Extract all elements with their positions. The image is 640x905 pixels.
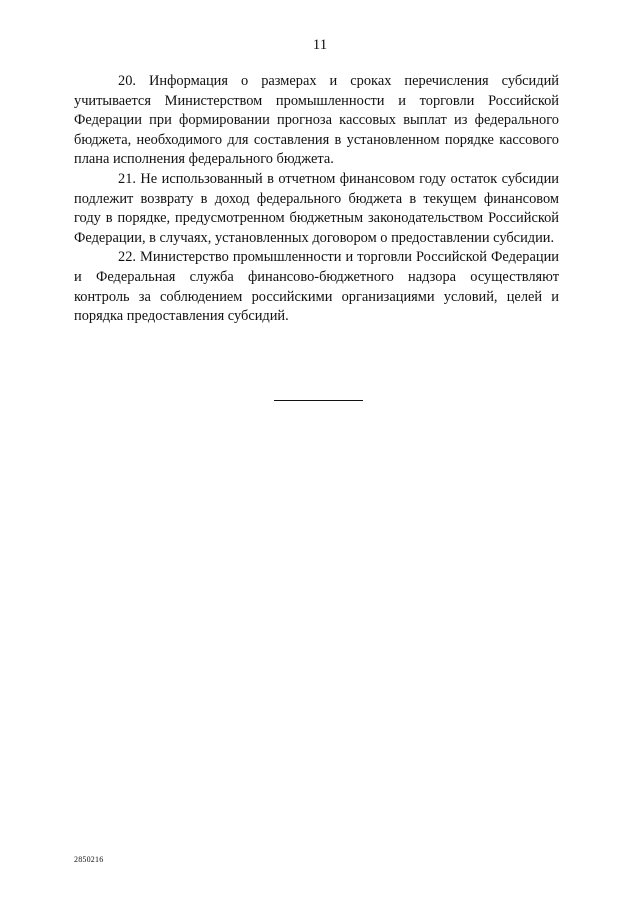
paragraph-21: 21. Не использованный в отчетном финансовом году остаток субсидии подлежит возврату в доход федерального бюджета в текущем финансовом году в порядке, предусмотренном бюджетным законодательством Российской Федерации, в случаях, установленных договором о предоставлении субсидии. bbox=[74, 170, 559, 246]
paragraph-20: 20. Информация о размерах и сроках перечисления субсидий учитывается Министерством промышленности и торговли Российской Федерации при формировании прогноза кассовых выплат из федерального бюджета, необходимого для составления в установленном порядке кассового плана исполнения федерального бюджета. bbox=[74, 73, 559, 168]
page-number: 11 bbox=[312, 37, 328, 53]
paragraph-22: 22. Министерство промышленности и торговли Российской Федерации и Федеральная служба финансово-бюджетного надзора осуществляют контроль за соблюдением российскими организациями условий, целей и порядка предоставления субсидий. bbox=[74, 249, 559, 325]
document-body bbox=[74, 72, 559, 327]
document-code: 2850216 bbox=[74, 855, 104, 864]
end-separator-line bbox=[274, 400, 363, 401]
